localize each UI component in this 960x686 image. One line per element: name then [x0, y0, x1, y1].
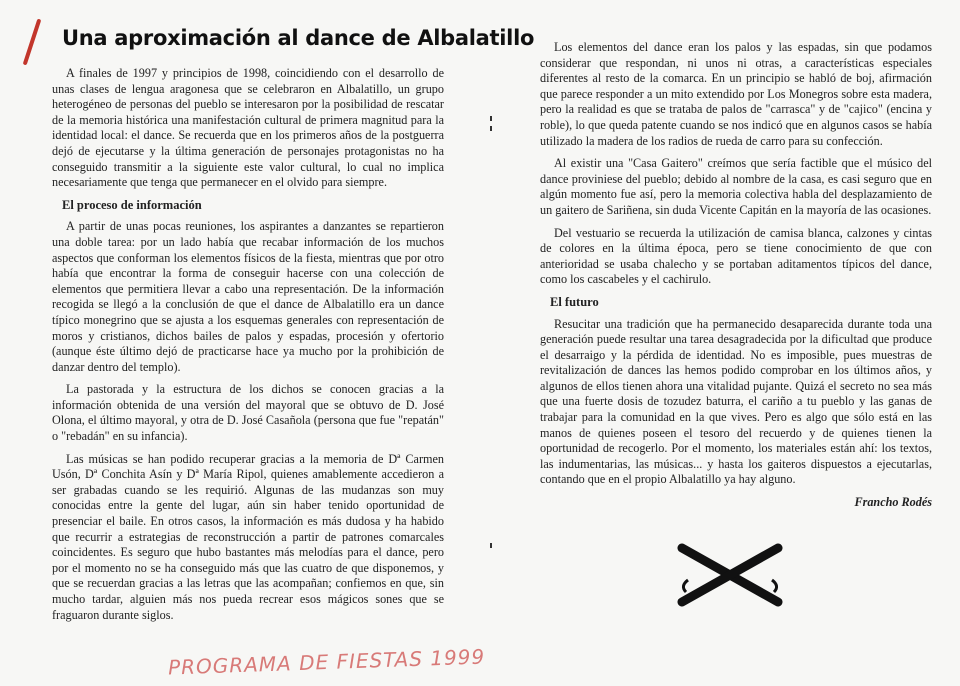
- scan-speck: [490, 126, 492, 131]
- paragraph: Las músicas se han podido recuperar gracias a la memoria de Dª Carmen Usón, Dª Conchita Asín y Dª María Ripol, quienes amablemente accedieron a ser grabadas cuando se les requirió. Algunas de las mudanzas son muy conocidas entre la gente del lugar, aún sin haber tenido oportunidad de presenciar el baile. En otros casos, la información es más dudosa y ha habido que recurrir a estrategias de reconstrucción a partir de patrones comarcales coincidentes. Es seguro que hubo bastantes más melodías para el dance, pero por el momento no se ha conseguido más que las cuatro de que disponemos, y que se recuerdan gracias a las letras que las acompañan; confiemos en que, sin mucho tardar, alguien más nos pueda recrear esos mágicos sones que se fraguaron durante siglos.: [52, 451, 444, 622]
- author-signature: Francho Rodés: [854, 495, 932, 510]
- section-heading-futuro: El futuro: [550, 294, 599, 309]
- article-title: Una aproximación al dance de Albalatillo: [62, 26, 535, 50]
- red-slash-icon: [23, 19, 42, 66]
- right-column: [540, 40, 932, 511]
- paragraph: A partir de unas pocas reuniones, los aspirantes a danzantes se repartieron una doble tarea: por un lado había que recabar información de los muchos aspectos que conforman los elementos físicos de la fiesta, mientras que por otro había que encontrar la forma de conseguir hacerse con una colección de elementos que permitiera llevar a cabo una representación. De la información recogida se llegó a la conclusión de que el dance de Albalatillo era un dance típico monegrino que se ajusta a los esquemas generales con representación de moros y cristianos, dichos bailes de palos y espadas, procesión y ofertorio (aunque éste último dejó de practicarse hace ya mucho por la prohibición de danzar dentro del templo).: [52, 219, 444, 374]
- section-heading-proceso: El proceso de información: [62, 197, 202, 212]
- scan-speck: [490, 543, 492, 548]
- paragraph: Resucitar una tradición que ha permanecido desaparecida durante toda una generación puede resultar una tarea desagradecida por la dificultad que produce el desarraigo y la pérdida de identidad. No es imposible, pues muestras de revitalización de dances las hemos podido comprobar en los últimos años, y algunos de ellos tienen ahora una vitalidad pujante. Quizá el secreto no sea más que una fuerte dosis de tozudez baturra, el cariño a tu pueblo y las ganas de trabajar para la comunidad en la que vives. Pero es algo que sólo está en las manos de quienes poseen el tesoro del recuerdo y de quienes tienen la oportunidad de recogerlo. Por el momento, los materiales están ahí: los textos, las indumentarias, las músicas... y hasta los gaiteros dispuestos a ejecutarlas, contando que en el propio Albalatillo ya hay alguno.: [540, 316, 932, 487]
- paragraph: Del vestuario se recuerda la utilización de camisa blanca, calzones y cintas de colores en la última época, pero se tiene conocimiento de que con anterioridad se usaba chalecho y se portaban aditamentos típicos del dance, como los cascabeles y el cachirulo.: [540, 225, 932, 287]
- handwritten-note: PROGRAMA DE FIESTAS 1999: [167, 644, 486, 680]
- intro-paragraph: A finales de 1997 y principios de 1998, coincidiendo con el desarrollo de unas clases de lengua aragonesa que se celebraron en Albalatillo, un grupo heterogéneo de personas del pueblo se interesaron por la posibilidad de rescatar de la memoria histórica una manifestación cultural de primera magnitud para la identidad local: el dance. Se recuerda que en los primeros años de la postguerra dejó de ejecutarse y la última generación de personajes protagonistas no ha conseguido transmitir a la siguiente este valor cultural, lo cual no implica necesariamente que tenga que permanecer en el olvido para siempre.: [52, 66, 444, 190]
- left-column: [52, 66, 444, 630]
- paragraph: Los elementos del dance eran los palos y las espadas, sin que podamos considerar que respondan, ni unos ni otras, a características especiales diferentes al resto de la comarca. En un principio se habló de boj, afirmación que parece responder a un mito extendido por Los Monegros sobre esta madera, pero la realidad es que se trataba de palos de "carrasca" y de "cajico" (encina y roble), lo que queda patente cuando se nos indicó que en algunos casos se había utilizado la madera de los radios de rueda de carro para su confección.: [540, 40, 932, 148]
- crossed-sticks-icon: [670, 540, 790, 610]
- paragraph: La pastorada y la estructura de los dichos se conocen gracias a la información obtenida de una versión del mayoral que se obtuvo de D. José Olona, el último mayoral, y otra de D. José Casañola (persona que fue "repatán" o "rebadán" en su infancia).: [52, 382, 444, 444]
- scan-speck: [490, 116, 492, 121]
- paragraph: Al existir una "Casa Gaitero" creímos que sería factible que el músico del dance proviniese del pueblo; debido al nombre de la casa, es casi seguro que en algún momento fue así, pero la memoria colectiva habla del desplazamiento de un gaitero de Sariñena, sin duda Vicente Capitán en la mayoría de las ocasiones.: [540, 156, 932, 217]
